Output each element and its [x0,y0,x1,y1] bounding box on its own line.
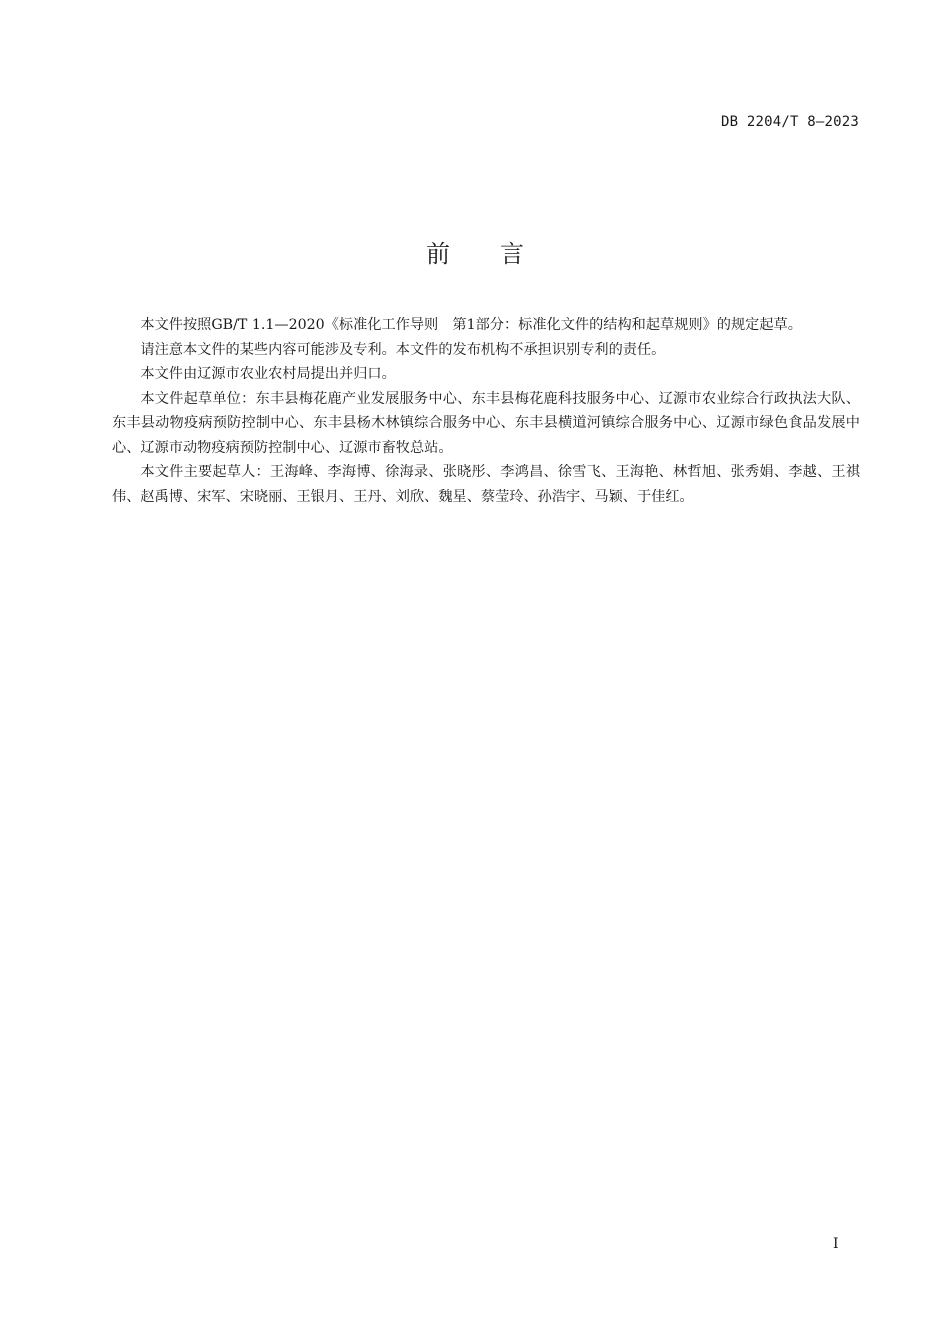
preface-body [112,313,860,509]
paragraph-proposer: 本文件由辽源市农业农村局提出并归口。 [140,366,396,382]
page-title [0,234,950,269]
document-code: DB 2204/T 8—2023 [720,114,859,130]
paragraph-drafting-units: 本文件起草单位：东丰县梅花鹿产业发展服务中心、东丰县梅花鹿科技服务中心、辽源市农业综合行政执法大队、东丰县动物疫病预防控制中心、东丰县杨木林镇综合服务中心、东丰县横道河镇综合服务中心、辽源市绿色食品发展中心、辽源市动物疫病预防控制中心、辽源市畜牧总站。 [112,390,860,456]
paragraph-drafting-rules: 本文件按照GB/T 1.1—2020《标准化工作导则 第1部分：标准化文件的结构和起草规则》的规定起草。 [140,317,802,333]
title-char-1: 前 [426,240,450,268]
paragraph-patent-notice: 请注意本文件的某些内容可能涉及专利。本文件的发布机构不承担识别专利的责任。 [140,341,666,358]
page-number: I [833,1236,839,1252]
paragraph-drafters: 本文件主要起草人：王海峰、李海博、徐海录、张晓彤、李鸿昌、徐雪飞、王海艳、林哲旭、张秀娟、李越、王祺伟、赵禹博、宋军、宋晓丽、王银月、王丹、刘欣、魏星、蔡莹玲、孙浩宇、马颖、于佳红。 [112,464,860,505]
title-char-2: 言 [500,240,524,268]
